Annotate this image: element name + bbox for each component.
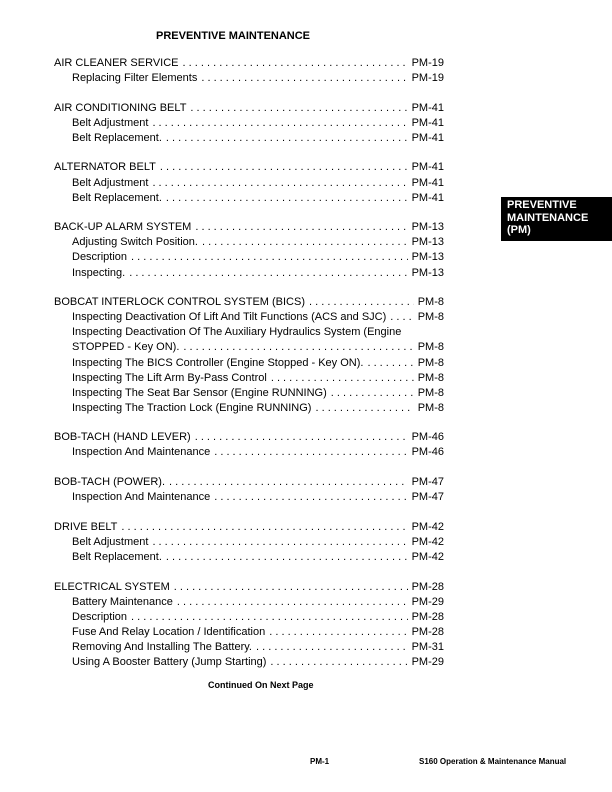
toc-entry-label: Inspecting The Traction Lock (Engine RUNNING): [72, 401, 312, 414]
toc-entry-page-number: PM-8: [417, 386, 444, 399]
toc-heading-page-number: PM-28: [411, 580, 444, 593]
toc-entry-page-number: PM-47: [411, 491, 444, 504]
toc-heading-page-number: PM-41: [411, 161, 444, 174]
toc-entry: [54, 191, 444, 206]
toc-entry-page-number: PM-8: [417, 356, 444, 369]
dot-leader: [152, 116, 407, 131]
section-tab-line-2: MAINTENANCE: [507, 211, 589, 224]
toc-entry-label: Belt Replacement.: [72, 191, 162, 204]
dot-leader: [131, 250, 408, 265]
toc-section: [54, 220, 444, 280]
toc-entry: [54, 625, 444, 640]
toc-entry-label: STOPPED - Key ON).: [72, 341, 180, 354]
toc-entry: [54, 116, 444, 131]
dot-leader: [160, 160, 408, 175]
toc-entry-page-number: PM-8: [417, 341, 444, 354]
toc-entry: [54, 640, 444, 655]
toc-entry-page-number: PM-28: [411, 625, 444, 638]
toc-entry-page-number: PM-41: [411, 191, 444, 204]
toc-section: [54, 101, 444, 146]
toc-entry-page-number: PM-8: [417, 371, 444, 384]
dot-leader: [177, 595, 408, 610]
toc-entry-page-number: PM-29: [411, 595, 444, 608]
toc-entry: [54, 490, 444, 505]
toc-heading-page-number: PM-8: [417, 296, 444, 309]
toc-section: [54, 160, 444, 205]
toc-entry-label: Belt Replacement.: [72, 550, 162, 563]
dot-leader: [309, 295, 414, 310]
toc-heading-label: ALTERNATOR BELT: [54, 161, 156, 174]
toc-entry-label: Inspection And Maintenance: [72, 491, 211, 504]
toc-entry-label: Inspecting The Lift Arm By-Pass Control: [72, 371, 267, 384]
toc-entry: [54, 610, 444, 625]
toc-entry-label: Inspecting The BICS Controller (Engine Stopped - Key ON).: [72, 356, 364, 369]
toc-section: [54, 56, 444, 86]
toc-entry: [54, 71, 444, 86]
toc-heading-page-number: PM-42: [411, 520, 444, 533]
toc-entry-page-number: PM-13: [411, 236, 444, 249]
toc-entry-page-number: PM-8: [417, 401, 444, 414]
dot-leader: [131, 610, 408, 625]
toc-heading-label: BACK-UP ALARM SYSTEM: [54, 221, 192, 234]
page-title-text: PREVENTIVE MAINTENANCE: [156, 30, 311, 42]
toc-heading: [54, 475, 444, 490]
toc-entry-page-number: PM-41: [411, 131, 444, 144]
toc-entry-page-number: PM-8: [417, 311, 444, 324]
toc-entry-label: Inspection And Maintenance: [72, 446, 211, 459]
dot-leader: [174, 580, 408, 595]
toc-entry-label: Replacing Filter Elements: [72, 72, 198, 85]
dot-leader: [201, 71, 407, 86]
dot-leader: [270, 655, 407, 670]
table-of-contents: [54, 56, 444, 685]
dot-leader: [195, 220, 407, 235]
toc-heading-page-number: PM-46: [411, 431, 444, 444]
toc-entry-page-number: PM-46: [411, 446, 444, 459]
dot-leader: [256, 640, 408, 655]
toc-entry-label: Fuse And Relay Location / Identification: [72, 625, 266, 638]
toc-entry-label: Inspecting.: [72, 266, 126, 279]
toc-entry: [54, 250, 444, 265]
toc-entry-label: Belt Adjustment: [72, 535, 149, 548]
toc-entry-page-number: PM-42: [411, 550, 444, 563]
toc-entry-page-number: PM-42: [411, 535, 444, 548]
toc-heading: [54, 520, 444, 535]
toc-entry-label: Description: [72, 251, 128, 264]
toc-entry: [54, 356, 444, 371]
section-tab-line-1: PREVENTIVE: [507, 199, 577, 211]
toc-heading: [54, 295, 444, 310]
toc-entry: [54, 131, 444, 146]
toc-entry: [54, 550, 444, 565]
dot-leader: [367, 356, 413, 371]
section-tab-line-3: (PM): [507, 224, 531, 236]
dot-leader: [152, 176, 407, 191]
toc-entry-label: Belt Adjustment: [72, 176, 149, 189]
toc-entry-page-number: PM-31: [411, 640, 444, 653]
toc-heading-page-number: PM-47: [411, 476, 444, 489]
toc-entry-page-number: PM-29: [411, 656, 444, 668]
dot-leader: [214, 445, 407, 460]
dot-leader: [190, 101, 407, 116]
toc-heading: [54, 56, 444, 71]
toc-section: [54, 580, 444, 671]
toc-entry-page-number: PM-28: [411, 610, 444, 623]
toc-heading-label: BOB-TACH (POWER).: [54, 476, 166, 489]
dot-leader: [331, 386, 414, 401]
toc-heading: [54, 101, 444, 116]
toc-heading-label: ELECTRICAL SYSTEM: [54, 580, 170, 593]
toc-entry: [54, 401, 444, 416]
toc-heading: [54, 160, 444, 175]
toc-section: [54, 430, 444, 460]
toc-entry-label: Inspecting Deactivation Of Lift And Tilt Functions (ACS and SJC): [72, 311, 387, 324]
dot-leader: [195, 430, 408, 445]
toc-entry-page-number: PM-19: [411, 72, 444, 85]
toc-entry: [54, 445, 444, 460]
toc-entry: [54, 266, 444, 281]
toc-heading-page-number: PM-13: [411, 221, 444, 234]
toc-heading: [54, 580, 444, 595]
toc-entry: [54, 235, 444, 250]
dot-leader: [166, 191, 408, 206]
toc-heading-label: BOB-TACH (HAND LEVER): [54, 431, 191, 444]
dot-leader: [214, 490, 407, 505]
toc-heading: [54, 430, 444, 445]
dot-leader: [183, 340, 413, 355]
toc-entry-label: Battery Maintenance: [72, 595, 173, 608]
section-tab: [501, 197, 612, 241]
toc-entry-label: Adjusting Switch Position.: [72, 236, 198, 249]
toc-entry-label: Removing And Installing The Battery.: [72, 640, 252, 653]
toc-entry-label: Using A Booster Battery (Jump Starting): [72, 656, 267, 668]
toc-entry-label: Inspecting Deactivation Of The Auxiliary Hydraulics System (Engine: [72, 326, 402, 339]
dot-leader: [152, 535, 407, 550]
toc-heading: [54, 220, 444, 235]
dot-leader: [315, 401, 413, 416]
toc-heading-label: DRIVE BELT: [54, 520, 118, 533]
toc-entry: [54, 655, 444, 670]
toc-entry-label: Belt Replacement.: [72, 131, 162, 144]
toc-heading-label: AIR CLEANER SERVICE: [54, 57, 179, 69]
dot-leader: [271, 371, 414, 386]
toc-heading-label: BOBCAT INTERLOCK CONTROL SYSTEM (BICS): [54, 296, 305, 309]
toc-entry: [54, 310, 444, 325]
toc-section: [54, 295, 444, 416]
toc-heading-page-number: PM-19: [411, 57, 444, 69]
toc-section: [54, 475, 444, 505]
dot-leader: [183, 56, 408, 71]
toc-entry: [54, 340, 444, 355]
continued-note: Continued On Next Page: [208, 680, 314, 690]
dot-leader: [166, 131, 408, 146]
toc-entry: [54, 386, 444, 401]
toc-entry: [54, 325, 444, 340]
toc-entry-page-number: PM-13: [411, 266, 444, 279]
toc-entry-label: Inspecting The Seat Bar Sensor (Engine RUNNING): [72, 386, 327, 399]
toc-entry-label: Belt Adjustment: [72, 116, 149, 129]
dot-leader: [129, 266, 407, 281]
dot-leader: [202, 235, 408, 250]
toc-heading-label: AIR CONDITIONING BELT: [54, 101, 187, 114]
dot-leader: [390, 310, 413, 325]
toc-entry: [54, 176, 444, 191]
toc-entry: [54, 535, 444, 550]
dot-leader: [269, 625, 407, 640]
toc-heading-page-number: PM-41: [411, 101, 444, 114]
footer-page-number: PM-1: [310, 757, 330, 766]
toc-entry: [54, 595, 444, 610]
toc-entry: [54, 371, 444, 386]
toc-entry-page-number: PM-13: [411, 251, 444, 264]
footer-manual-title: S160 Operation & Maintenance Manual: [419, 757, 567, 766]
toc-section: [54, 520, 444, 565]
dot-leader: [121, 520, 407, 535]
toc-entry-page-number: PM-41: [411, 176, 444, 189]
dot-leader: [166, 550, 408, 565]
toc-entry-page-number: PM-41: [411, 116, 444, 129]
dot-leader: [169, 475, 408, 490]
toc-entry-label: Description: [72, 610, 128, 623]
